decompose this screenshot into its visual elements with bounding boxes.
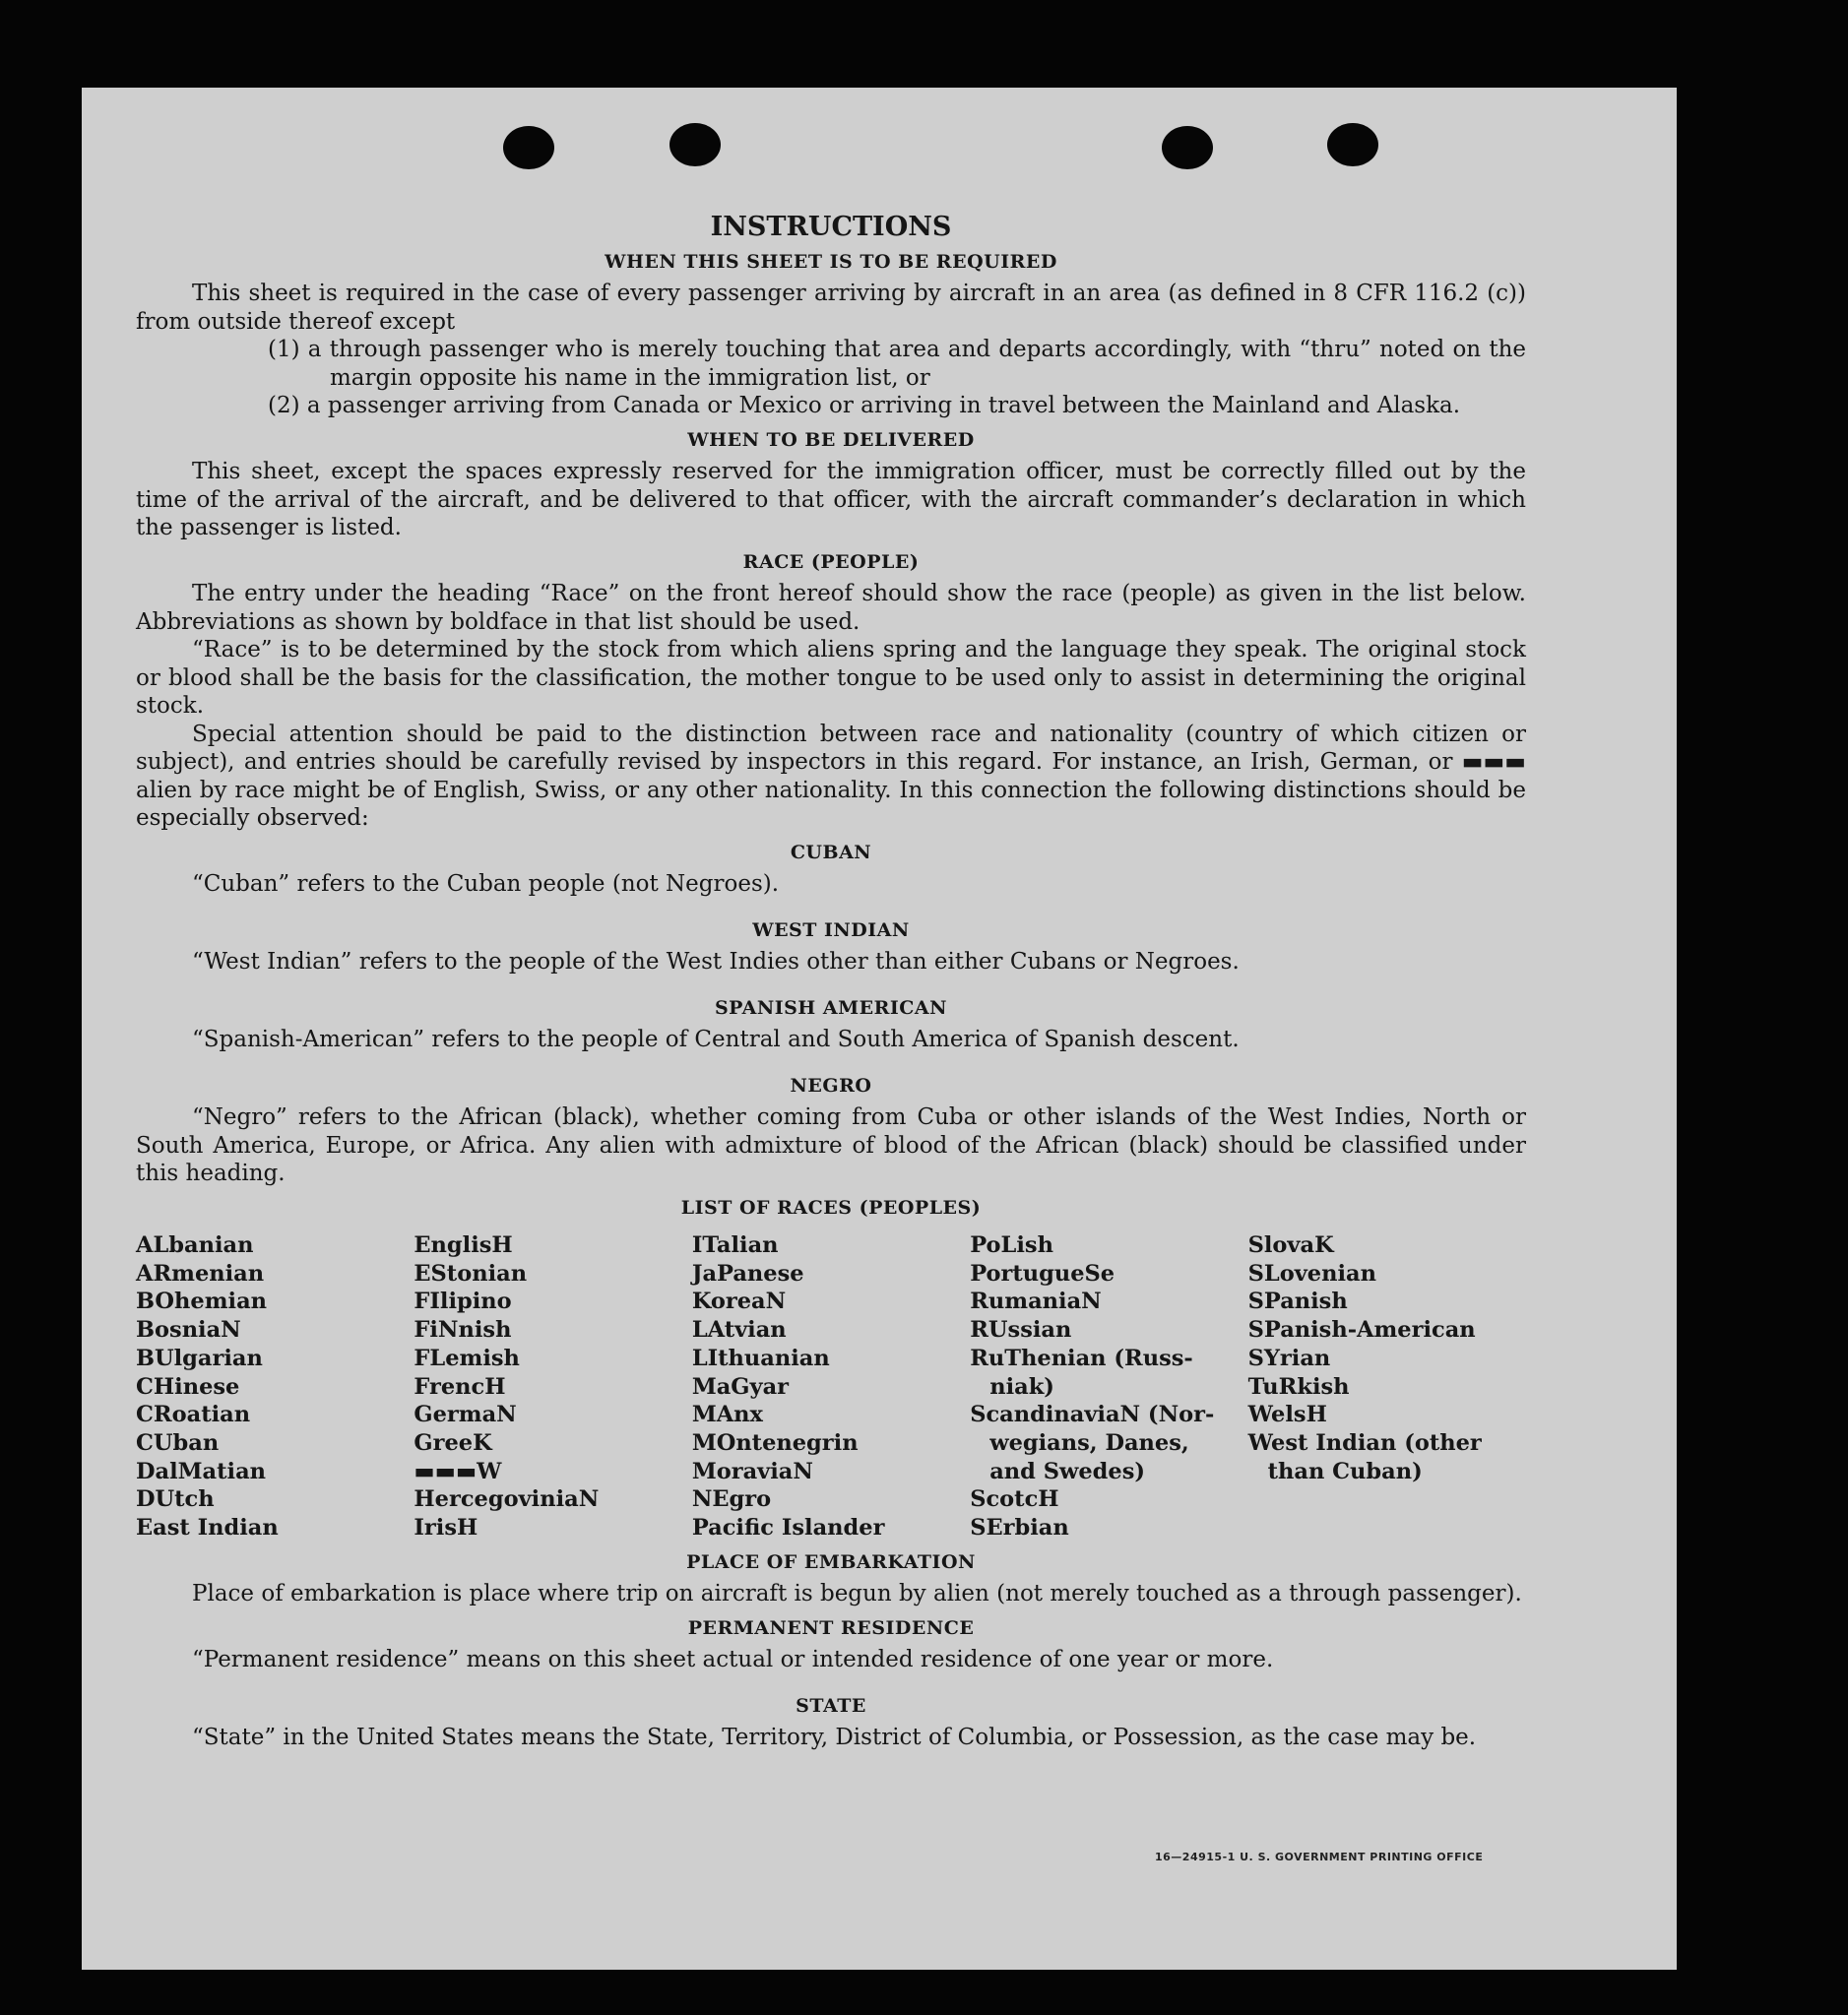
race-column-3 <box>692 1231 970 1543</box>
instructions-content <box>136 214 1526 1752</box>
printing-office-code: 16—24915-1 U. S. GOVERNMENT PRINTING OFFICE <box>1155 1851 1484 1863</box>
state-text: “State” in the United States means the State, Territory, District of Columbia, or Possession, as the case may be. <box>192 1725 1477 1751</box>
race-entry: PortugueSe <box>970 1260 1115 1287</box>
race-entry: WelsH <box>1247 1402 1327 1428</box>
race-entry: DUtch <box>136 1486 215 1513</box>
race-entry: SlovaK <box>1247 1232 1334 1258</box>
race-list <box>136 1231 1526 1543</box>
race-entry: SLovenian <box>1247 1260 1376 1287</box>
race-entry: HercegoviniaN <box>414 1486 600 1513</box>
exception-item-1: (1) a through passenger who is merely touching that area and departs accordingly, with “thru” noted on the margin opposite his name in the immigration list, or <box>268 337 1526 391</box>
race-entry: SErbian <box>970 1515 1069 1542</box>
race-entry: FIlipino <box>414 1289 512 1315</box>
spanish-american-text: “Spanish-American” refers to the people of Central and South America of Spanish descent. <box>192 1027 1240 1052</box>
heading-list-of-races: LIST OF RACES (PEOPLES) <box>680 1196 982 1219</box>
race-entry: RuThenian (Russ- <box>970 1345 1193 1371</box>
heading-when-required: WHEN THIS SHEET IS TO BE REQUIRED <box>605 250 1057 273</box>
exception-item-2: (2) a passenger arriving from Canada or Mexico or arriving in travel between the Mainland and Alaska. <box>268 393 1461 418</box>
race-entry: and Swedes) <box>989 1458 1146 1484</box>
race-entry: EnglisH <box>414 1232 513 1258</box>
race-entry: FrencH <box>414 1373 506 1400</box>
race-entry: CHinese <box>136 1373 240 1400</box>
race-entry: FLemish <box>414 1345 520 1371</box>
heading-negro: NEGRO <box>790 1074 872 1097</box>
race-entry: SPanish <box>1247 1289 1348 1315</box>
race-entry: CRoatian <box>136 1402 251 1428</box>
race-entry: East Indian <box>136 1515 279 1542</box>
race-entry: TuRkish <box>1247 1373 1350 1400</box>
when-delivered-text: This sheet, except the spaces expressly reserved for the immigration officer, must be correctly filled out by the time of the arrival of the aircraft, and be delivered to that officer, with the aircraft commander’s declaration in which the passenger is listed. <box>136 459 1526 540</box>
race-entry: ScandinaviaN (Nor- <box>970 1402 1215 1428</box>
punch-hole <box>1327 123 1378 166</box>
race-entry: BOhemian <box>136 1289 268 1315</box>
race-entry: than Cuban) <box>1267 1458 1423 1484</box>
race-paragraph-1: The entry under the heading “Race” on the front hereof should show the race (people) as given in the list below. Abbreviations as shown by boldface in that list should be used. <box>136 581 1526 635</box>
heading-embarkation: PLACE OF EMBARKATION <box>686 1550 976 1573</box>
race-entry: GreeK <box>414 1429 492 1456</box>
race-entry: GermaN <box>414 1402 517 1428</box>
race-entry: EStonian <box>414 1260 528 1287</box>
race-entry: SYrian <box>1247 1345 1331 1371</box>
race-entry: ALbanian <box>136 1232 254 1258</box>
heading-cuban: CUBAN <box>790 841 872 863</box>
heading-spanish-american: SPANISH AMERICAN <box>714 996 948 1019</box>
when-required-intro: This sheet is required in the case of every passenger arriving by aircraft in an area (as defined in 8 CFR 116.2 (c)) from outside thereof except <box>136 281 1526 335</box>
race-entry: ARmenian <box>136 1260 265 1287</box>
race-entry: ITalian <box>691 1232 779 1258</box>
race-entry: LIthuanian <box>691 1345 830 1371</box>
race-entry: KoreaN <box>691 1289 787 1315</box>
race-entry: BUlgarian <box>136 1345 263 1371</box>
race-entry: JaPanese <box>691 1260 804 1287</box>
race-column-4 <box>970 1231 1247 1543</box>
race-entry: Pacific Islander <box>691 1515 885 1542</box>
cuban-text: “Cuban” refers to the Cuban people (not Negroes). <box>192 871 780 897</box>
race-paragraph-3: Special attention should be paid to the distinction between race and nationality (country of which citizen or subject), and entries should be carefully revised by inspectors in this regard. For instance, an Irish, German, or ▬▬▬ alien by race might be of English, Swiss, or any other nationality. In this connection the following distinctions should be especially observed: <box>136 721 1526 831</box>
race-paragraph-2: “Race” is to be determined by the stock from which aliens spring and the language they speak. The original stock or blood shall be the basis for the classification, the mother tongue to be used only to assist in determining the original stock. <box>136 637 1526 719</box>
race-entry: West Indian (other <box>1247 1429 1482 1456</box>
race-entry: RumaniaN <box>970 1289 1102 1315</box>
race-column-5 <box>1248 1231 1526 1543</box>
race-entry: PoLish <box>970 1232 1053 1258</box>
heading-permanent-residence: PERMANENT RESIDENCE <box>687 1616 975 1639</box>
punch-hole <box>1162 126 1213 169</box>
race-entry: BosniaN <box>136 1317 241 1344</box>
heading-when-delivered: WHEN TO BE DELIVERED <box>687 428 975 451</box>
race-entry: MAnx <box>691 1402 763 1428</box>
west-indian-text: “West Indian” refers to the people of the West Indies other than either Cubans or Negroes. <box>192 949 1240 975</box>
race-entry: ScotcH <box>970 1486 1059 1513</box>
heading-state: STATE <box>796 1694 866 1717</box>
heading-race: RACE (PEOPLE) <box>742 550 920 573</box>
race-entry: MoraviaN <box>691 1458 813 1484</box>
embarkation-text: Place of embarkation is place where trip on aircraft is begun by alien (not merely touched as a through passenger). <box>192 1581 1522 1607</box>
form-sheet <box>82 88 1677 1970</box>
race-entry: IrisH <box>414 1515 478 1542</box>
race-entry: LAtvian <box>691 1317 787 1344</box>
race-entry: MOntenegrin <box>691 1429 859 1456</box>
punch-hole <box>669 123 721 166</box>
negro-text: “Negro” refers to the African (black), whether coming from Cuba or other islands of the West Indies, North or South America, Europe, or Africa. Any alien with admixture of blood of the African (black) should be classified under this heading. <box>136 1104 1526 1186</box>
page-title: INSTRUCTIONS <box>710 212 952 242</box>
race-entry: CUban <box>136 1429 220 1456</box>
race-entry: FiNnish <box>414 1317 512 1344</box>
punch-hole <box>503 126 554 169</box>
race-entry: wegians, Danes, <box>989 1429 1189 1456</box>
race-column-1 <box>136 1231 414 1543</box>
residence-text: “Permanent residence” means on this sheet actual or intended residence of one year or more. <box>192 1647 1274 1673</box>
race-entry: niak) <box>989 1373 1054 1400</box>
race-entry: SPanish-American <box>1247 1317 1476 1344</box>
race-entry: MaGyar <box>691 1373 790 1400</box>
race-entry: DalMatian <box>136 1458 267 1484</box>
race-entry: NEgro <box>691 1486 772 1513</box>
heading-west-indian: WEST INDIAN <box>752 918 910 941</box>
race-entry: RUssian <box>970 1317 1072 1344</box>
race-column-2 <box>414 1231 691 1543</box>
race-entry: ▬▬▬W <box>414 1458 502 1484</box>
